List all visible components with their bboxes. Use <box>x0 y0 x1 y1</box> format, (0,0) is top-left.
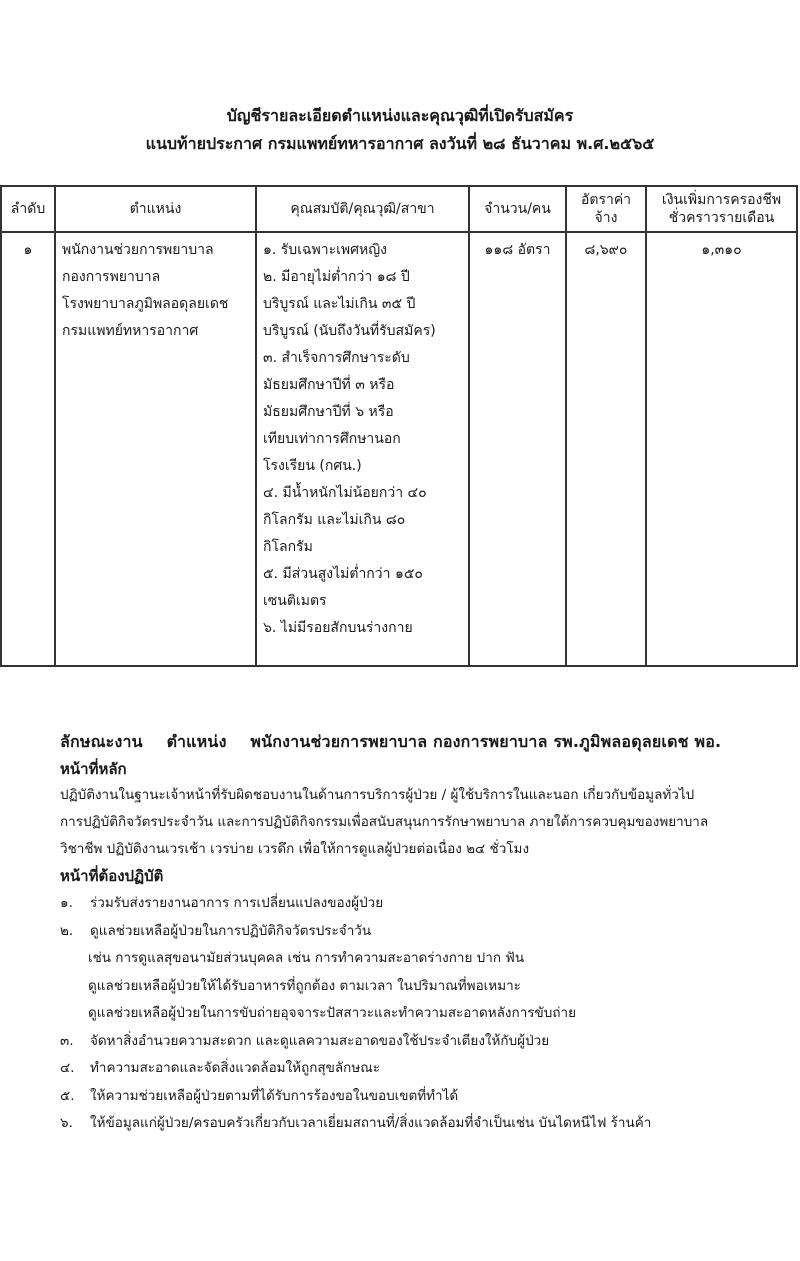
position-line: กองการพยาบาล <box>62 269 161 285</box>
qualification-line: ๓. สำเร็จการศึกษาระดับ <box>263 350 410 366</box>
qualification-line: มัธยมศึกษาปีที่ ๖ หรือ <box>263 404 394 420</box>
duty-text: ให้ความช่วยเหลือผู้ป่วยตามที่ได้รับการร้องขอในขอบเขตที่ทำได้ <box>90 1087 459 1104</box>
table-header-row <box>1 186 797 232</box>
paragraph-line: วิชาชีพ ปฏิบัติงานเวรเช้า เวรบ่าย เวรดึก เพื่อให้การดูแลผู้ป่วยต่อเนื่อง ๒๔ ชั่วโมง <box>60 841 530 857</box>
qualification-line: กิโลกรัม และไม่เกิน ๘๐ <box>263 512 406 528</box>
qualification-line: ๒. มีอายุไม่ต่ำกว่า ๑๘ ปี <box>263 269 410 285</box>
position-line: พนักงานช่วยการพยาบาล <box>62 242 214 258</box>
main-duties-heading: หน้าที่หลัก <box>60 760 127 778</box>
duty-text: ทำความสะอาดและจัดสิ่งแวดล้อมให้ถูกสุขลักษณะ <box>90 1060 381 1076</box>
position-name: พนักงานช่วยการพยาบาล กองการพยาบาล รพ.ภูมิพลอดุลยเดช พอ. <box>250 732 722 751</box>
document-title: บัญชีรายละเอียดตำแหน่งและคุณวุฒิที่เปิดรับสมัคร <box>226 106 574 125</box>
position-label: ตำแหน่ง <box>166 732 227 751</box>
qualification-line: ๕. มีส่วนสูงไม่ต่ำกว่า ๑๕๐ <box>263 566 423 582</box>
duty-text: ดูแลช่วยเหลือผู้ป่วยให้ได้รับอาหารที่ถูกต้อง ตามเวลา ในปริมาณที่พอเหมาะ <box>88 977 521 994</box>
cell-wage: ๘,๖๙๐ <box>566 232 646 666</box>
cell-allowance: ๑,๓๑๐ <box>646 232 797 666</box>
duty-number: ๓. <box>60 1032 74 1049</box>
cell-no: ๑ <box>1 232 55 666</box>
duty-subitem <box>60 1000 790 1028</box>
col-header-wage: อัตราค่าจ้าง <box>566 186 646 232</box>
duty-text: เช่น การดูแลสุขอนามัยส่วนบุคคล เช่น การทำความสะอาดร่างกาย ปาก ฟัน <box>88 950 525 966</box>
col-header-qualification: คุณสมบัติ/คุณวุฒิ/สาขา <box>256 186 469 232</box>
duty-text: ดูแลช่วยเหลือผู้ป่วยในการปฏิบัติกิจวัตรประจำวัน <box>90 922 372 939</box>
table-row <box>1 232 797 666</box>
cell-position <box>55 232 256 666</box>
qualification-line: เซนติเมตร <box>263 593 327 609</box>
qualification-line: บริบูรณ์ และไม่เกิน ๓๕ ปี <box>263 296 416 312</box>
position-line: โรงพยาบาลภูมิพลอดุลยเดช <box>62 296 229 312</box>
duty-number: ๔. <box>60 1060 75 1076</box>
duty-number: ๒. <box>60 922 74 939</box>
duty-item <box>60 890 790 918</box>
duty-text: ร่วมรับส่งรายงานอาการ การเปลี่ยนแปลงของผู้ป่วย <box>90 895 384 911</box>
qualification-line: กิโลกรัม <box>263 539 313 555</box>
duty-text: ให้ข้อมูลแก่ผู้ป่วย/ครอบครัวเกี่ยวกับเวลาเยี่ยมสถานที่/สิ่งแวดล้อมที่จำเป็นเช่น บันไดหนีไฟ ร้านค้า <box>90 1115 652 1131</box>
duty-item <box>60 1110 790 1138</box>
qualification-line: บริบูรณ์ (นับถึงวันที่รับสมัคร) <box>263 323 436 339</box>
duty-item <box>60 1055 790 1083</box>
duty-subitem <box>60 973 790 1001</box>
duty-number: ๕. <box>60 1087 75 1104</box>
duty-text: ดูแลช่วยเหลือผู้ป่วยในการขับถ่ายอุจจาระปัสสาวะและทำความสะอาดหลังการขับถ่าย <box>88 1005 576 1021</box>
paragraph-line: การปฏิบัติกิจวัตรประจำวัน และการปฏิบัติกิจกรรมเพื่อสนับสนุนการรักษาพยาบาล ภายใต้การควบคุมของพยาบาล <box>60 814 709 830</box>
job-description-heading <box>60 730 790 755</box>
paragraph-line: ปฏิบัติงานในฐานะเจ้าหน้าที่รับผิดชอบงานในด้านการบริการผู้ป่วย / ผู้ใช้บริการในและนอก เกี่ยวกับข้อมูลทั่วไป <box>60 787 695 803</box>
main-duties-paragraph <box>60 782 790 863</box>
duty-item <box>60 1028 790 1056</box>
position-line: กรมแพทย์ทหารอากาศ <box>62 323 199 339</box>
qualification-line: เทียบเท่าการศึกษานอก <box>263 431 401 447</box>
duty-item <box>60 1083 790 1111</box>
qualification-line: มัธยมศึกษาปีที่ ๓ หรือ <box>263 377 395 393</box>
qualification-line: โรงเรียน (กศน.) <box>263 458 362 474</box>
col-header-position: ตำแหน่ง <box>55 186 256 232</box>
col-header-no: ลำดับ <box>1 186 55 232</box>
col-header-allowance: เงินเพิ่มการครองชีพชั่วคราวรายเดือน <box>646 186 797 232</box>
job-description-label: ลักษณะงาน <box>60 732 143 751</box>
qualification-line: ๑. รับเฉพาะเพศหญิง <box>263 242 388 258</box>
col-header-count: จำนวน/คน <box>469 186 566 232</box>
positions-table <box>0 185 798 667</box>
duty-subitem <box>60 945 790 973</box>
cell-qualification <box>256 232 469 666</box>
required-duties-heading: หน้าที่ต้องปฏิบัติ <box>60 867 164 885</box>
document-subtitle: แนบท้ายประกาศ กรมแพทย์ทหารอากาศ ลงวันที่ ๒๘ ธันวาคม พ.ศ.๒๕๖๕ <box>145 134 655 153</box>
duty-number: ๑. <box>60 895 73 911</box>
qualification-line: ๖. ไม่มีรอยสักบนร่างกาย <box>263 620 413 636</box>
qualification-line: ๔. มีน้ำหนักไม่น้อยกว่า ๔๐ <box>263 485 427 501</box>
cell-count: ๑๑๘ อัตรา <box>469 232 566 666</box>
duty-number: ๖. <box>60 1115 73 1131</box>
required-duties-list <box>60 890 790 1138</box>
duty-item <box>60 918 790 946</box>
duty-text: จัดหาสิ่งอำนวยความสะดวก และดูแลความสะอาดของใช้ประจำเตียงให้กับผู้ป่วย <box>90 1032 550 1049</box>
